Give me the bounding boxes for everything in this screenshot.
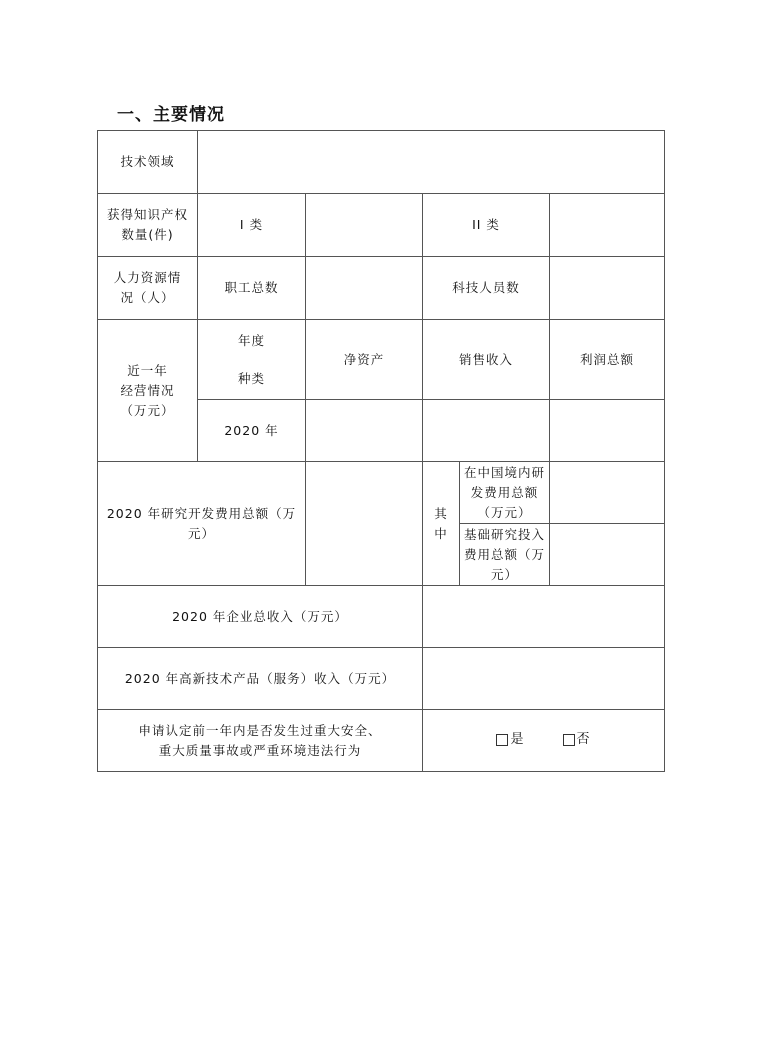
row-ip-count [98, 194, 665, 257]
ip-count-label-text: 获得知识产权数量(件) [106, 207, 188, 242]
of-which-line2: 中 [434, 525, 448, 541]
domestic-rd-label [460, 462, 550, 524]
tech-field-input-cell[interactable] [198, 131, 665, 194]
operation-label-line1: 近一年 [127, 362, 168, 378]
accident-label-line2: 重大质量事故或严重环境违法行为 [158, 742, 362, 758]
tech-staff-label: 科技人员数 [423, 257, 550, 320]
basic-research-value-cell[interactable] [550, 524, 665, 586]
year-value: 2020 年 [198, 400, 306, 462]
staff-total-value-cell[interactable] [306, 257, 423, 320]
option-no[interactable] [563, 730, 591, 750]
total-profit-header: 利润总额 [550, 320, 665, 400]
domestic-rd-label-text: 在中国境内研发费用总额（万元） [463, 464, 545, 520]
operation-label-line3: （万元） [120, 402, 175, 418]
rd-total-label-text: 2020 年研究开发费用总额（万元） [106, 505, 297, 541]
checkbox-no-icon[interactable] [563, 734, 575, 746]
hr-label [98, 257, 198, 320]
main-info-table [97, 130, 665, 772]
year-header-label: 年度 [237, 332, 265, 348]
operation-label-line2: 经营情况 [120, 382, 175, 398]
ip-class2-label: II 类 [423, 194, 550, 257]
sales-income-value-cell[interactable] [423, 400, 550, 462]
section-heading: 一、主要情况 [117, 105, 225, 125]
rd-total-label [98, 462, 306, 586]
option-no-label: 否 [576, 731, 591, 747]
option-yes-label: 是 [510, 731, 525, 747]
row-operation-header [98, 320, 665, 400]
accident-label [98, 710, 423, 772]
row-tech-field [98, 131, 665, 194]
tech-staff-value-cell[interactable] [550, 257, 665, 320]
row-rd-domestic [98, 462, 665, 524]
net-assets-header: 净资产 [306, 320, 423, 400]
checkbox-yes-icon[interactable] [496, 734, 508, 746]
accident-options-cell [423, 710, 665, 772]
ip-class1-value-cell[interactable] [306, 194, 423, 257]
total-profit-value-cell[interactable] [550, 400, 665, 462]
rd-total-value-cell[interactable] [306, 462, 423, 586]
sales-income-header: 销售收入 [423, 320, 550, 400]
ip-count-label [98, 194, 198, 257]
net-assets-value-cell[interactable] [306, 400, 423, 462]
accident-label-line1: 申请认定前一年内是否发生过重大安全、 [138, 722, 382, 738]
tech-field-label: 技术领域 [98, 131, 198, 194]
row-enterprise-income [98, 586, 665, 648]
hitech-income-label: 2020 年高新技术产品（服务）收入（万元） [98, 648, 423, 710]
domestic-rd-value-cell[interactable] [550, 462, 665, 524]
hitech-income-value-cell[interactable] [423, 648, 665, 710]
row-accident-declaration [98, 710, 665, 772]
row-human-resources [98, 257, 665, 320]
option-yes[interactable] [496, 730, 524, 750]
category-header-label: 种类 [237, 370, 265, 386]
row-hitech-income [98, 648, 665, 710]
basic-research-label [460, 524, 550, 586]
staff-total-label: 职工总数 [198, 257, 306, 320]
of-which-line1: 其 [434, 505, 448, 521]
enterprise-income-label: 2020 年企业总收入（万元） [98, 586, 423, 648]
ip-class1-label: I 类 [198, 194, 306, 257]
hr-label-text: 人力资源情况（人） [113, 270, 182, 305]
operation-label [98, 320, 198, 462]
basic-research-label-text: 基础研究投入费用总额（万元） [463, 526, 545, 582]
accident-options [496, 730, 590, 750]
ip-class2-value-cell[interactable] [550, 194, 665, 257]
year-category-header [198, 320, 306, 400]
enterprise-income-value-cell[interactable] [423, 586, 665, 648]
of-which-label [423, 462, 460, 586]
